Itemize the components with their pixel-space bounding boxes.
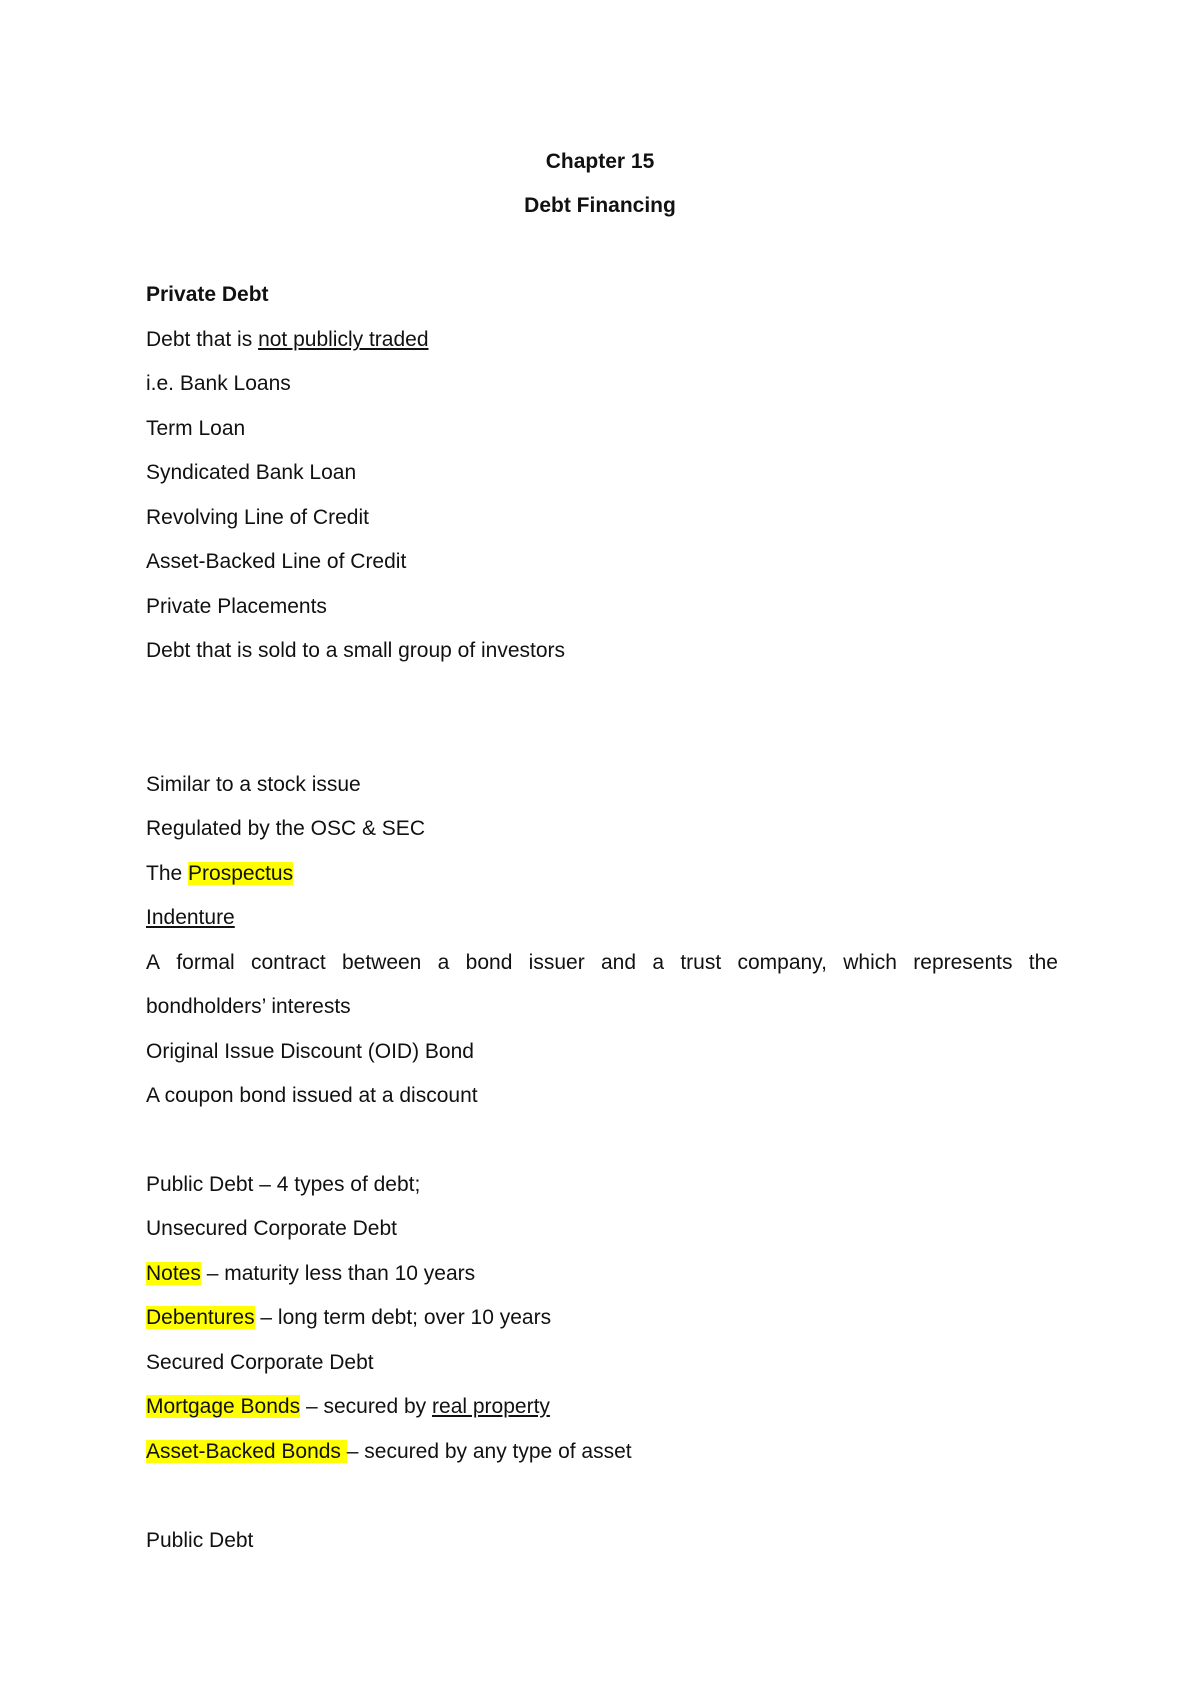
word: issuer [528,951,585,974]
chapter-title: Debt Financing [524,194,676,217]
private-debt-definition [146,327,429,353]
word: contract [250,951,326,974]
public-debt-types-heading: Public Debt – 4 types of debt; [146,1173,421,1196]
regulated-by-line: Regulated by the OSC & SEC [146,817,425,840]
word: a [652,951,665,974]
word: represents [913,951,1013,974]
word: the [1028,951,1058,974]
mortgage-bonds-term: Mortgage Bonds [146,1395,301,1418]
word: bond [465,951,513,974]
mortgage-bonds-line [146,1394,550,1420]
word: company, [737,951,827,974]
real-property-term: real property [432,1395,550,1418]
mortgage-bonds-definition: – secured by [300,1395,433,1418]
prospectus-prefix: The [146,862,189,885]
word: trust [680,951,722,974]
debentures-term: Debentures [146,1306,255,1329]
word: A [146,951,161,974]
oid-bond-definition: A coupon bond issued at a discount [146,1084,478,1107]
private-debt-heading: Private Debt [146,283,269,306]
prospectus-line [146,861,293,887]
list-item-revolving-line-of-credit: Revolving Line of Credit [146,506,369,529]
asset-backed-bonds-term: Asset-Backed Bonds [146,1440,347,1463]
word: which [843,951,897,974]
word: formal [176,951,235,974]
chapter-number: Chapter 15 [545,150,655,173]
notes-definition: – maturity less than 10 years [200,1262,476,1285]
not-publicly-traded-term: not publicly traded [258,328,429,351]
asset-backed-bonds-line [146,1439,632,1465]
indenture-definition-line2: bondholders’ interests [146,995,351,1018]
public-debt-footer-heading: Public Debt [146,1529,254,1552]
notes-term: Notes [146,1262,201,1285]
word: between [341,951,422,974]
asset-backed-bonds-definition: – secured by any type of asset [346,1440,632,1463]
notes-line [146,1261,475,1287]
list-item-asset-backed-line-of-credit: Asset-Backed Line of Credit [146,550,407,573]
definition-prefix: Debt that is [146,328,259,351]
private-placements-definition: Debt that is sold to a small group of investors [146,639,566,662]
oid-bond-term: Original Issue Discount (OID) Bond [146,1040,474,1063]
indenture-term: Indenture [146,906,235,929]
similar-to-stock-issue: Similar to a stock issue [146,773,361,796]
debentures-line [146,1305,551,1331]
prospectus-term: Prospectus [188,862,294,885]
list-item-term-loan: Term Loan [146,417,246,440]
word: a [437,951,450,974]
list-item-private-placements: Private Placements [146,595,327,618]
list-item-syndicated-bank-loan: Syndicated Bank Loan [146,461,357,484]
debentures-definition: – long term debt; over 10 years [254,1306,552,1329]
bank-loans-example: i.e. Bank Loans [146,372,291,395]
indenture-definition-line1 [146,950,1058,976]
secured-corporate-debt-heading: Secured Corporate Debt [146,1351,374,1374]
word: and [601,951,637,974]
unsecured-corporate-debt-heading: Unsecured Corporate Debt [146,1217,397,1240]
